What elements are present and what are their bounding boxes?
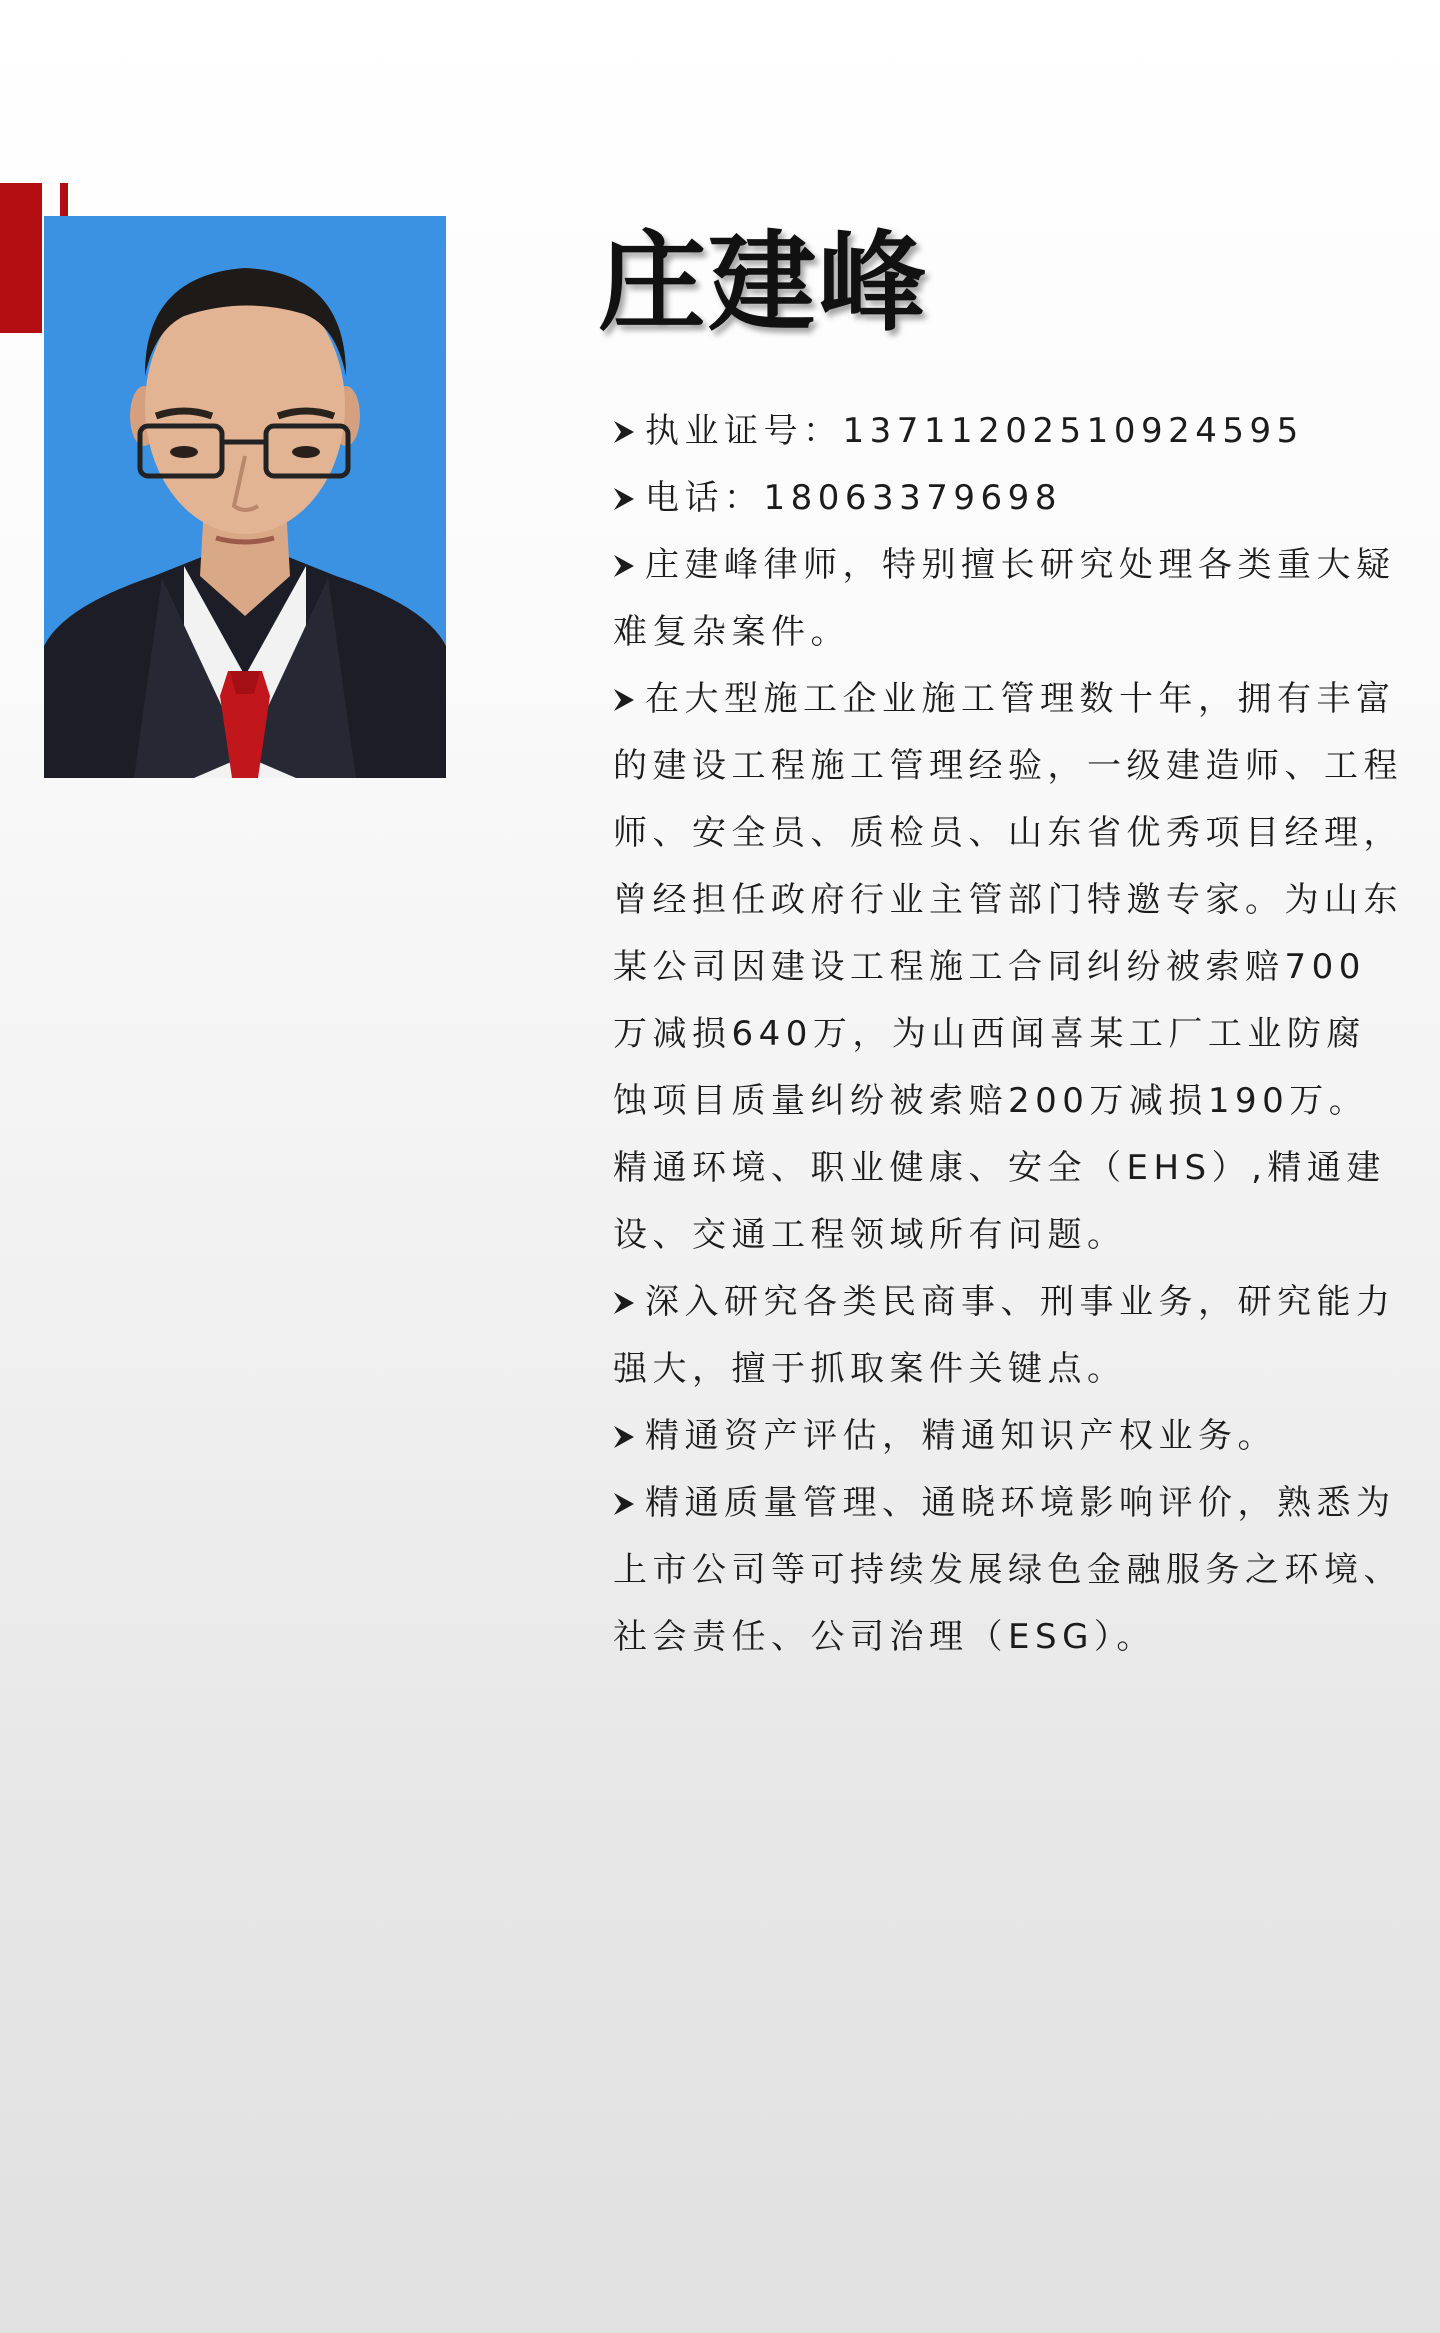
arrow-right-icon xyxy=(613,553,635,579)
lawyer-name-title: 庄建峰 xyxy=(598,220,929,346)
bio-item xyxy=(613,465,1403,532)
bio-item xyxy=(613,532,1403,666)
arrow-right-icon xyxy=(613,1424,635,1450)
license-number-text: 执业证号：13711202510924595 xyxy=(645,411,1304,451)
bio-quality-text: 精通质量管理、通晓环境影响评价，熟悉为上市公司等可持续发展绿色金融服务之环境、社会责任、公司治理（ESG）。 xyxy=(613,1483,1403,1657)
arrow-right-icon xyxy=(613,687,635,713)
arrow-right-icon xyxy=(613,486,635,512)
bio-research-text: 深入研究各类民商事、刑事业务，研究能力强大，擅于抓取案件关键点。 xyxy=(613,1282,1396,1389)
lawyer-portrait-photo xyxy=(44,216,446,778)
bio-experience-text: 在大型施工企业施工管理数十年，拥有丰富的建设工程施工管理经验，一级建造师、工程师、安全员、质检员、山东省优秀项目经理，曾经担任政府行业主管部门特邀专家。为山东某公司因建设工程施工合同纠纷被索赔700万减损640万，为山西闻喜某工厂工业防腐蚀项目质量纠纷被索赔200万减损190万。精通环境、职业健康、安全（EHS）,精通建设、交通工程领域所有问题。 xyxy=(613,679,1403,1255)
phone-text: 电话：18063379698 xyxy=(645,478,1062,518)
bio-item xyxy=(613,398,1403,465)
bio-item xyxy=(613,1470,1403,1671)
arrow-right-icon xyxy=(613,419,635,445)
bio-item xyxy=(613,1269,1403,1403)
red-accent-block xyxy=(0,183,42,333)
bio-specialty-text: 庄建峰律师，特别擅长研究处理各类重大疑难复杂案件。 xyxy=(613,545,1396,652)
bio-item xyxy=(613,666,1403,1269)
arrow-right-icon xyxy=(613,1290,635,1316)
bio-assets-text: 精通资产评估，精通知识产权业务。 xyxy=(645,1416,1277,1456)
bio-item xyxy=(613,1403,1403,1470)
portrait-illustration xyxy=(44,216,446,778)
arrow-right-icon xyxy=(613,1491,635,1517)
lawyer-bio xyxy=(613,398,1403,1671)
